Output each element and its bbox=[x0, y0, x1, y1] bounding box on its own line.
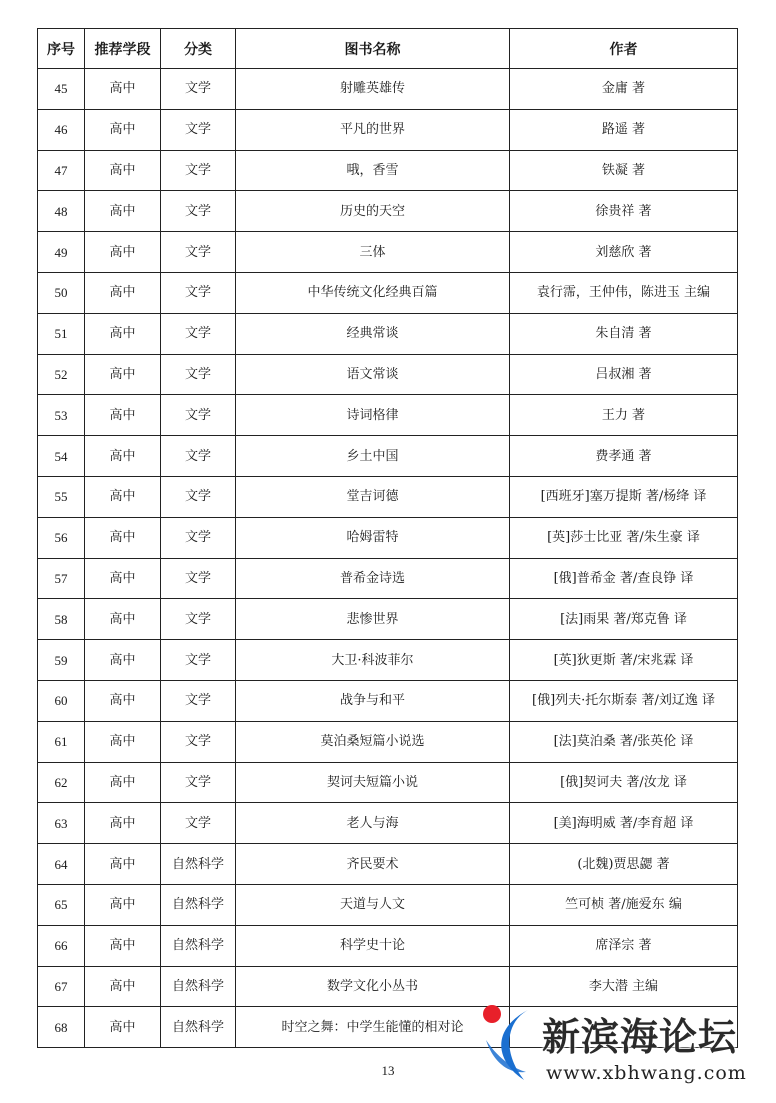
row-index: 47 bbox=[38, 150, 85, 191]
row-category: 文学 bbox=[161, 803, 236, 844]
table-row bbox=[38, 803, 738, 844]
table-row bbox=[38, 884, 738, 925]
row-stage: 高中 bbox=[85, 680, 161, 721]
row-author: 袁行霈，王仲伟，陈进玉 主编 bbox=[510, 272, 738, 313]
row-stage: 高中 bbox=[85, 844, 161, 885]
row-book-title: 战争与和平 bbox=[236, 680, 510, 721]
header-author: 作者 bbox=[510, 29, 738, 69]
row-category: 文学 bbox=[161, 272, 236, 313]
row-stage: 高中 bbox=[85, 558, 161, 599]
row-index: 57 bbox=[38, 558, 85, 599]
row-category: 文学 bbox=[161, 640, 236, 681]
row-book-title: 中华传统文化经典百篇 bbox=[236, 272, 510, 313]
table-row bbox=[38, 109, 738, 150]
row-author: [美]海明威 著/李育超 译 bbox=[510, 803, 738, 844]
row-book-title: 天道与人文 bbox=[236, 884, 510, 925]
table-row bbox=[38, 476, 738, 517]
row-index: 61 bbox=[38, 721, 85, 762]
table-row bbox=[38, 762, 738, 803]
row-book-title: 堂吉诃德 bbox=[236, 476, 510, 517]
row-category: 自然科学 bbox=[161, 884, 236, 925]
row-stage: 高中 bbox=[85, 69, 161, 110]
table-row bbox=[38, 191, 738, 232]
row-stage: 高中 bbox=[85, 436, 161, 477]
row-category: 文学 bbox=[161, 517, 236, 558]
row-stage: 高中 bbox=[85, 599, 161, 640]
row-author: 金庸 著 bbox=[510, 69, 738, 110]
row-index: 52 bbox=[38, 354, 85, 395]
row-stage: 高中 bbox=[85, 966, 161, 1007]
row-stage: 高中 bbox=[85, 232, 161, 273]
row-book-title: 数学文化小丛书 bbox=[236, 966, 510, 1007]
row-author: (北魏)贾思勰 著 bbox=[510, 844, 738, 885]
table-row bbox=[38, 680, 738, 721]
row-author: 吕叔湘 著 bbox=[510, 354, 738, 395]
table-row bbox=[38, 640, 738, 681]
row-book-title: 时空之舞：中学生能懂的相对论 bbox=[236, 1007, 510, 1048]
table-row bbox=[38, 313, 738, 354]
row-index: 56 bbox=[38, 517, 85, 558]
row-book-title: 平凡的世界 bbox=[236, 109, 510, 150]
table-row bbox=[38, 925, 738, 966]
row-stage: 高中 bbox=[85, 476, 161, 517]
row-index: 45 bbox=[38, 69, 85, 110]
row-index: 63 bbox=[38, 803, 85, 844]
row-author: 徐贵祥 著 bbox=[510, 191, 738, 232]
row-stage: 高中 bbox=[85, 517, 161, 558]
row-stage: 高中 bbox=[85, 191, 161, 232]
row-index: 64 bbox=[38, 844, 85, 885]
row-index: 65 bbox=[38, 884, 85, 925]
table-row bbox=[38, 69, 738, 110]
row-index: 53 bbox=[38, 395, 85, 436]
table-row bbox=[38, 721, 738, 762]
row-author: [英]莎士比亚 著/朱生豪 译 bbox=[510, 517, 738, 558]
header-title: 图书名称 bbox=[236, 29, 510, 69]
row-index: 68 bbox=[38, 1007, 85, 1048]
row-book-title: 哈姆雷特 bbox=[236, 517, 510, 558]
row-author: 竺可桢 著/施爱东 编 bbox=[510, 884, 738, 925]
table-row bbox=[38, 517, 738, 558]
row-author: 王力 著 bbox=[510, 395, 738, 436]
table-row bbox=[38, 150, 738, 191]
row-author: 刘慈欣 著 bbox=[510, 232, 738, 273]
row-category: 文学 bbox=[161, 762, 236, 803]
row-book-title: 乡土中国 bbox=[236, 436, 510, 477]
row-index: 62 bbox=[38, 762, 85, 803]
row-category: 自然科学 bbox=[161, 844, 236, 885]
row-category: 文学 bbox=[161, 599, 236, 640]
row-category: 自然科学 bbox=[161, 1007, 236, 1048]
row-author: 铁凝 著 bbox=[510, 150, 738, 191]
row-book-title: 老人与海 bbox=[236, 803, 510, 844]
row-category: 文学 bbox=[161, 69, 236, 110]
row-category: 文学 bbox=[161, 150, 236, 191]
row-stage: 高中 bbox=[85, 884, 161, 925]
row-stage: 高中 bbox=[85, 925, 161, 966]
row-book-title: 大卫·科波菲尔 bbox=[236, 640, 510, 681]
table-row bbox=[38, 558, 738, 599]
row-category: 文学 bbox=[161, 109, 236, 150]
row-index: 50 bbox=[38, 272, 85, 313]
row-stage: 高中 bbox=[85, 109, 161, 150]
row-book-title: 语文常谈 bbox=[236, 354, 510, 395]
row-author: [西班牙]塞万提斯 著/杨绛 译 bbox=[510, 476, 738, 517]
row-category: 自然科学 bbox=[161, 966, 236, 1007]
row-category: 文学 bbox=[161, 436, 236, 477]
row-index: 54 bbox=[38, 436, 85, 477]
row-author: [俄]契诃夫 著/汝龙 译 bbox=[510, 762, 738, 803]
row-stage: 高中 bbox=[85, 354, 161, 395]
row-index: 59 bbox=[38, 640, 85, 681]
row-book-title: 哦，香雪 bbox=[236, 150, 510, 191]
row-book-title: 齐民要术 bbox=[236, 844, 510, 885]
table-row bbox=[38, 436, 738, 477]
row-book-title: 诗词格律 bbox=[236, 395, 510, 436]
row-stage: 高中 bbox=[85, 803, 161, 844]
row-author: 费孝通 著 bbox=[510, 436, 738, 477]
header-index: 序号 bbox=[38, 29, 85, 69]
row-category: 文学 bbox=[161, 476, 236, 517]
table-body bbox=[38, 69, 738, 1048]
row-author: 路遥 著 bbox=[510, 109, 738, 150]
row-index: 48 bbox=[38, 191, 85, 232]
row-author: [法]雨果 著/郑克鲁 译 bbox=[510, 599, 738, 640]
row-stage: 高中 bbox=[85, 640, 161, 681]
row-category: 文学 bbox=[161, 191, 236, 232]
site-logo-icon bbox=[478, 1000, 544, 1086]
row-stage: 高中 bbox=[85, 150, 161, 191]
row-stage: 高中 bbox=[85, 272, 161, 313]
table-row bbox=[38, 599, 738, 640]
row-index: 60 bbox=[38, 680, 85, 721]
table-row bbox=[38, 354, 738, 395]
row-author: [俄]普希金 著/查良铮 译 bbox=[510, 558, 738, 599]
row-index: 51 bbox=[38, 313, 85, 354]
row-index: 55 bbox=[38, 476, 85, 517]
row-index: 46 bbox=[38, 109, 85, 150]
row-stage: 高中 bbox=[85, 1007, 161, 1048]
table-header-row bbox=[38, 29, 738, 69]
row-stage: 高中 bbox=[85, 313, 161, 354]
row-author: 朱自清 著 bbox=[510, 313, 738, 354]
row-index: 49 bbox=[38, 232, 85, 273]
table-row bbox=[38, 232, 738, 273]
row-book-title: 普希金诗选 bbox=[236, 558, 510, 599]
watermark-title: 新滨海论坛 bbox=[542, 1015, 738, 1059]
logo-red-dot bbox=[483, 1005, 501, 1023]
row-book-title: 契诃夫短篇小说 bbox=[236, 762, 510, 803]
row-book-title: 莫泊桑短篇小说选 bbox=[236, 721, 510, 762]
row-category: 文学 bbox=[161, 721, 236, 762]
row-category: 文学 bbox=[161, 558, 236, 599]
row-book-title: 射雕英雄传 bbox=[236, 69, 510, 110]
watermark-url: www.xbhwang.com bbox=[546, 1062, 747, 1084]
row-book-title: 科学史十论 bbox=[236, 925, 510, 966]
row-book-title: 历史的天空 bbox=[236, 191, 510, 232]
row-stage: 高中 bbox=[85, 721, 161, 762]
row-category: 文学 bbox=[161, 354, 236, 395]
row-index: 67 bbox=[38, 966, 85, 1007]
table-row bbox=[38, 395, 738, 436]
row-stage: 高中 bbox=[85, 762, 161, 803]
row-author: [俄]列夫·托尔斯泰 著/刘辽逸 译 bbox=[510, 680, 738, 721]
row-author: [法]莫泊桑 著/张英伦 译 bbox=[510, 721, 738, 762]
header-stage: 推荐学段 bbox=[85, 29, 161, 69]
row-book-title: 经典常谈 bbox=[236, 313, 510, 354]
row-author: [英]狄更斯 著/宋兆霖 译 bbox=[510, 640, 738, 681]
site-watermark bbox=[478, 1000, 768, 1090]
row-category: 文学 bbox=[161, 313, 236, 354]
table-row bbox=[38, 844, 738, 885]
table-row bbox=[38, 272, 738, 313]
row-book-title: 悲惨世界 bbox=[236, 599, 510, 640]
header-category: 分类 bbox=[161, 29, 236, 69]
page-number: 13 bbox=[381, 1063, 395, 1078]
row-author: 席泽宗 著 bbox=[510, 925, 738, 966]
book-list-table bbox=[37, 28, 738, 1048]
row-category: 文学 bbox=[161, 680, 236, 721]
row-index: 58 bbox=[38, 599, 85, 640]
row-author: 李大潜 主编 bbox=[510, 966, 738, 1007]
row-category: 文学 bbox=[161, 232, 236, 273]
row-book-title: 三体 bbox=[236, 232, 510, 273]
row-index: 66 bbox=[38, 925, 85, 966]
row-category: 文学 bbox=[161, 395, 236, 436]
row-category: 自然科学 bbox=[161, 925, 236, 966]
row-stage: 高中 bbox=[85, 395, 161, 436]
